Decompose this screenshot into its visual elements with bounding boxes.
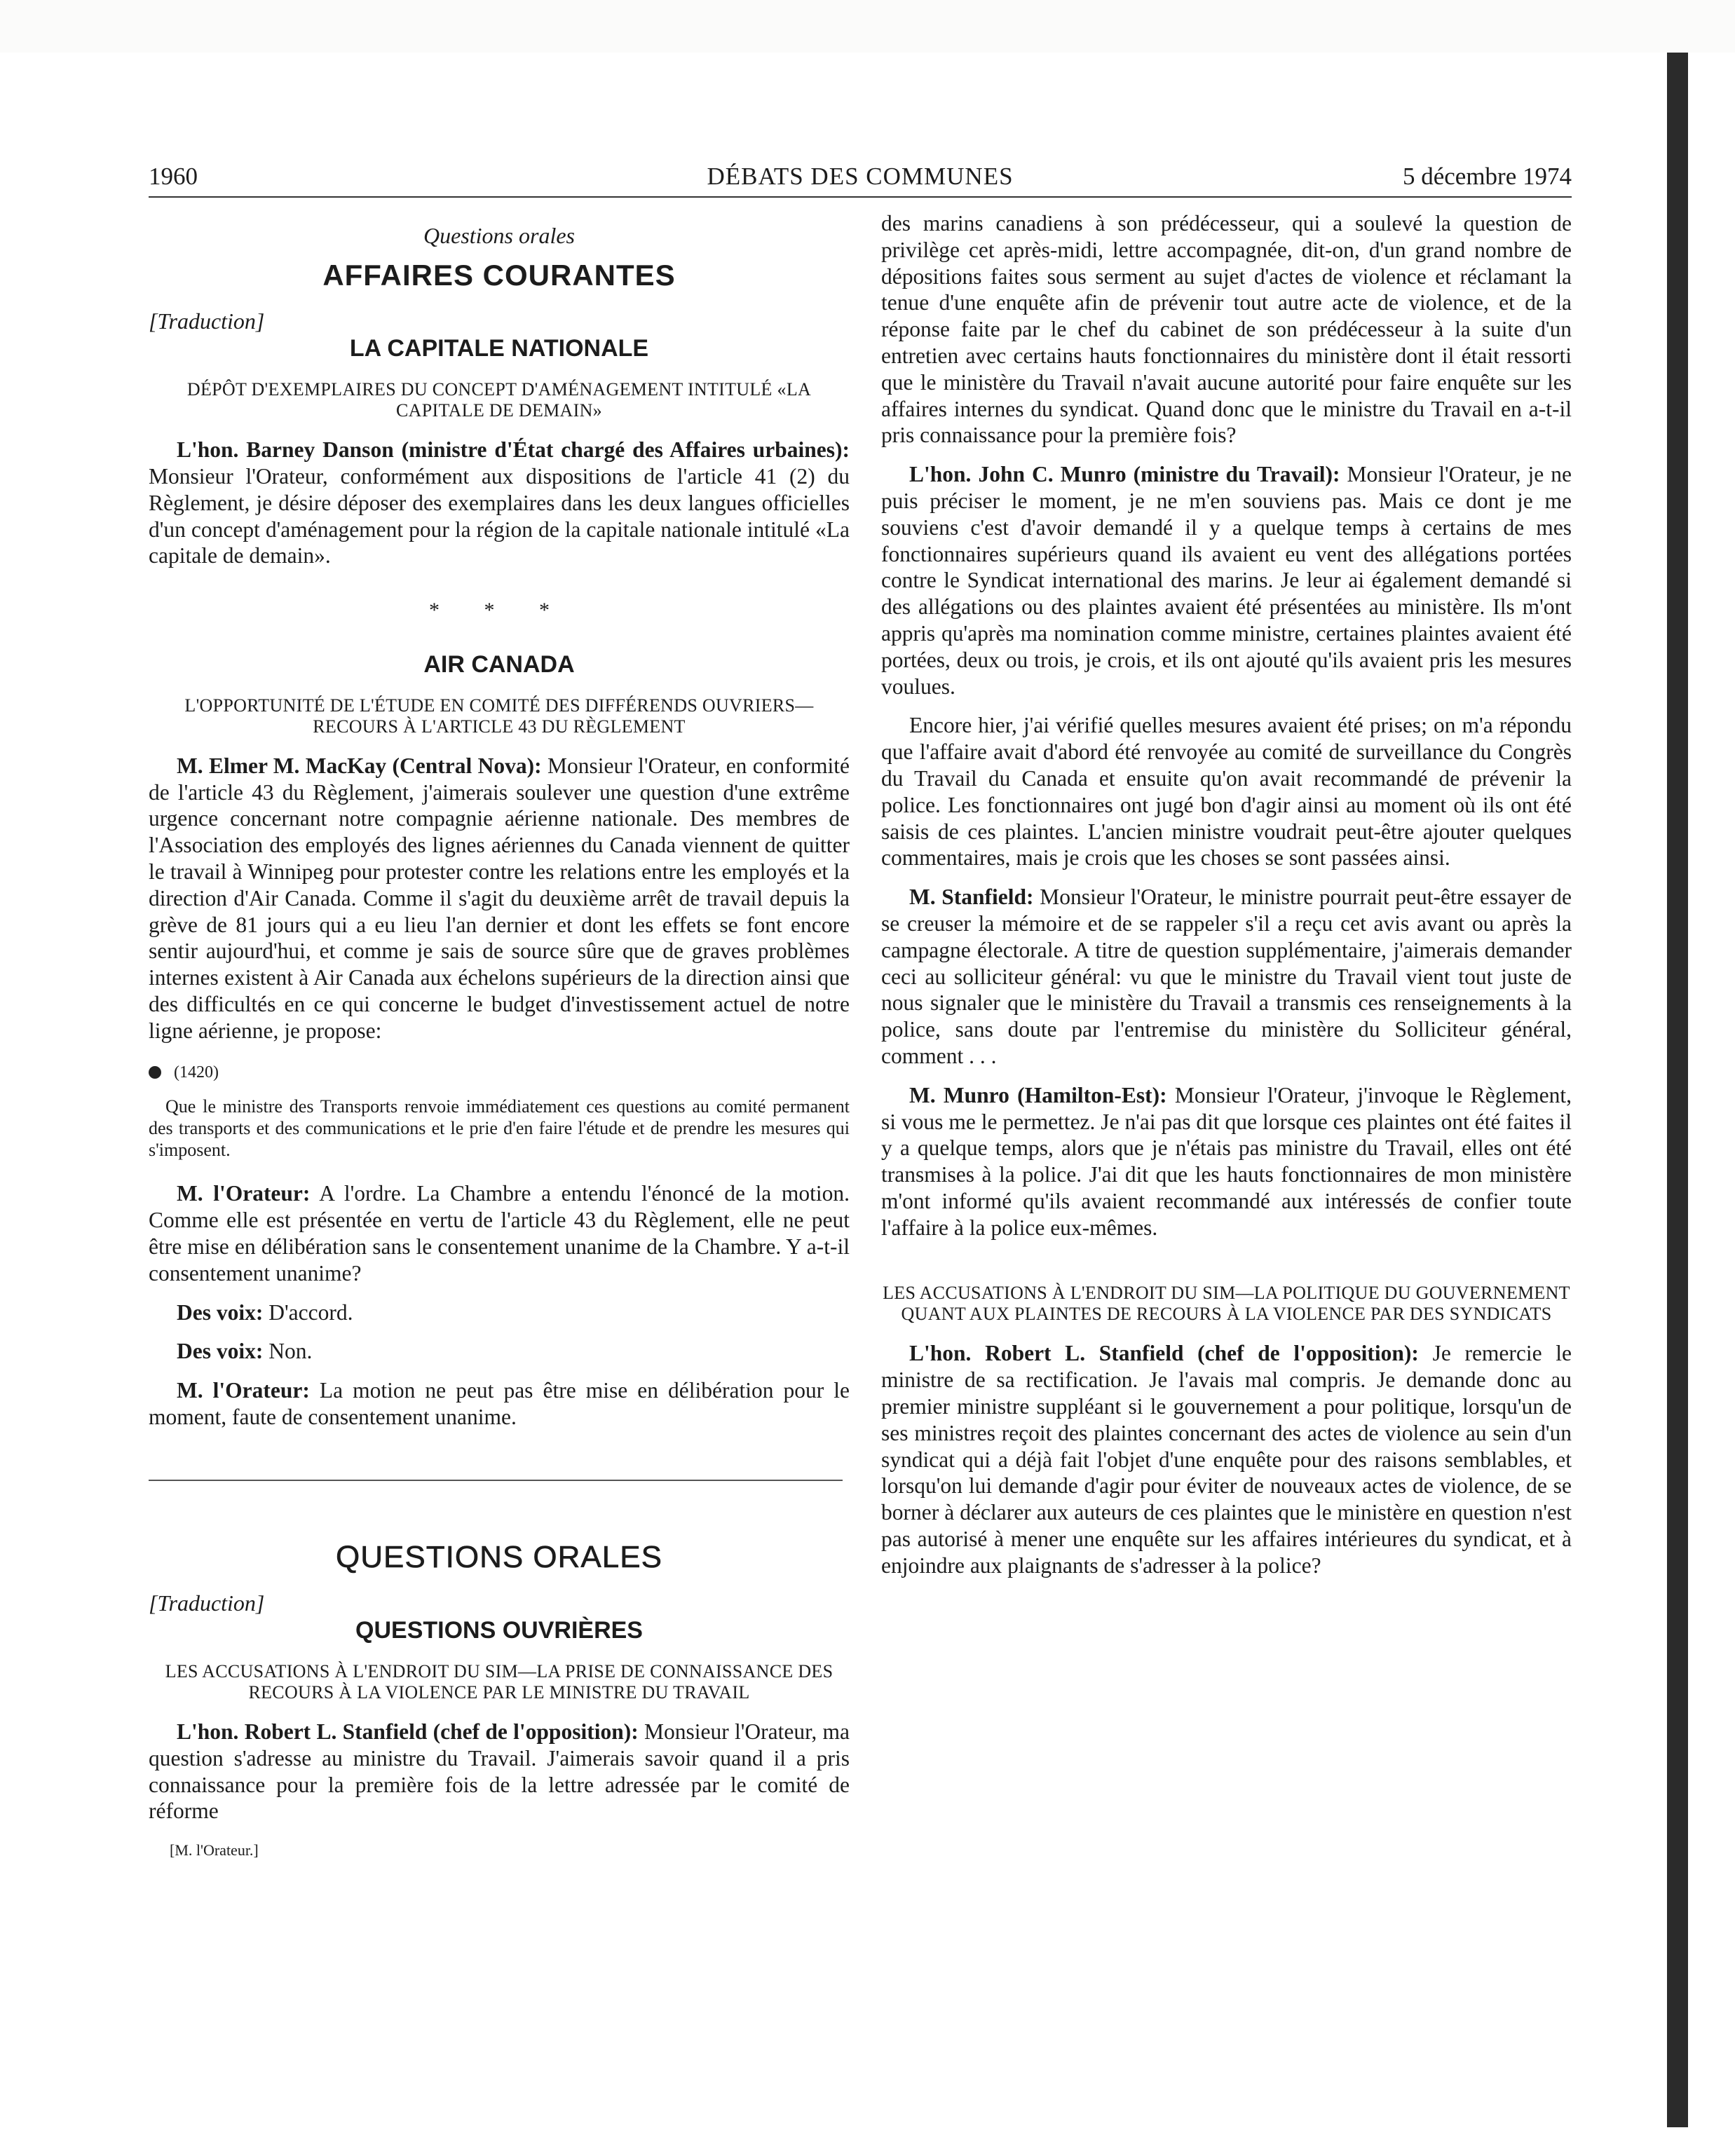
- speaker-name: L'hon. John C. Munro (ministre du Travail):: [909, 462, 1340, 487]
- section-separator: * * *: [429, 599, 569, 622]
- paragraph-munro-2: Encore hier, j'ai vérifié quelles mesures avaient été prises; on m'a répondu que l'affaire avait d'abord été renvoyée au comité de surveillance du Congrès du Travail du Canada et ensuite qu'on avait recommandé de prévenir la police. Les fonctionnaires ont jugé bon d'agir ainsi au moment où ils ont été saisis de ces plaintes. L'ancien ministre voudrait peut-être ajouter quelques commentaires, mais je crois que les choses se sont passées ainsi.: [881, 713, 1572, 871]
- paragraph-voix-accord: [149, 1299, 850, 1326]
- speech-text: Monsieur l'Orateur, le ministre pourrait peut-être essayer de se creuser la mémoire et de se rappeler s'il a reçu cet avis avant ou après la campagne électorale. A titre de question supplémentaire, j'aimerais demander ceci au solliciteur général: vu que le ministre du Travail vient tout juste de nous signaler que le ministère du Travail a transmis ces renseignements à la police, sans doute par l'entremise du ministère du Solliciteur général, comment . . .: [881, 885, 1572, 1068]
- speech-text: A l'ordre. La Chambre a entendu l'énoncé de la motion. Comme elle est présentée en vertu de l'article 43 du Règlement, elle ne peut être mise en délibération sans le consentement unanime de la Chambre. Y a-t-il consentement unanime?: [149, 1181, 850, 1285]
- paragraph-stanfield-3: [881, 1340, 1572, 1578]
- speech-text: Non.: [263, 1339, 313, 1364]
- speaker-name: Des voix:: [177, 1339, 264, 1364]
- paragraph-munro: [881, 461, 1572, 700]
- paragraph-stanfield: [149, 1719, 850, 1824]
- speaker-name: L'hon. Robert L. Stanfield (chef de l'opposition):: [909, 1341, 1419, 1366]
- paragraph-stanfield-2: [881, 884, 1572, 1070]
- speaker-name: L'hon. Barney Danson (ministre d'État chargé des Affaires urbaines):: [177, 437, 850, 463]
- speaker-name: Des voix:: [177, 1299, 264, 1325]
- paragraph-danson: [149, 437, 850, 569]
- speech-text: D'accord.: [263, 1299, 353, 1325]
- translation-tag: [Traduction]: [149, 308, 265, 334]
- paragraph-continued: des marins canadiens à son prédécesseur, qui a soulevé la question de privilège cet après-midi, lettre accompagnée, dit-on, d'un grand nombre de dépositions faites sous serment au sujet d'actes de violence et réclamant la tenue d'une enquête afin de prévenir tout autre acte de violence, et de la réponse faite par le chef du cabinet de son prédécesseur à la suite d'un entretien avec certains hauts fonctionnaires du ministère dont il était ressorti que le ministère du Travail n'avait aucune autorité pour faire enquête sur les affaires internes du syndicat. Quand donc que le ministre du Travail en a-t-il pris connaissance pour la première fois?: [881, 211, 1572, 448]
- speech-text: Monsieur l'Orateur, je ne puis préciser le moment, je ne m'en souviens pas. Mais ce dont je me souviens c'est d'avoir demandé il y a quelque temps à certains de mes fonctionnaires supérieurs quand ils avaient eu vent des allégations portées contre le Syndicat international des marins. Je leur ai également demandé si des allégations ou des plaintes avaient été présentées au ministère. Ils m'ont appris qu'après ma nomination comme ministre, certaines plaintes avaient été portées, deux ou trois, je crois, et ils ont ajouté qu'ils avaient pris les mesures voulues.: [881, 462, 1572, 699]
- translation-tag: [Traduction]: [149, 1590, 265, 1616]
- speech-text: Monsieur l'Orateur, j'invoque le Règlement, si vous me le permettez. Je n'ai pas dit que lorsque ces plaintes ont été faites il y a quelque temps, alors que je n'étais pas ministre du Travail, elles ont été transmises à la police. J'ai dit que les hauts fonctionnaires de mon ministère m'ont informé qu'ils avaient recommandé aux intéressés de confier toute l'affaire à la police eux-mêmes.: [881, 1082, 1572, 1240]
- speech-text: La motion ne peut pas être mise en délibération pour le moment, faute de consentement unanime.: [149, 1378, 850, 1429]
- bullet-icon: [149, 1066, 161, 1079]
- running-head: Questions orales: [423, 223, 575, 248]
- subsection-heading-accusations: LES ACCUSATIONS À L'ENDROIT DU SIM—LA PRISE DE CONNAISSANCE DES RECOURS À LA VIOLENCE PAR LE MINISTRE DU TRAVAIL: [165, 1661, 834, 1703]
- speech-text: Monsieur l'Orateur, en conformité de l'article 43 du Règlement, j'aimerais soulever une question d'une extrême urgence concernant notre compagnie aérienne nationale. Des membres de l'Association des employés des lignes aériennes du Canada viennent de quitter le travail à Winnipeg pour protester contre les relations entre les employés et la direction d'Air Canada. Comme il s'agit du deuxième arrêt de travail depuis la grève de 81 jours qui a eu lieu l'an dernier et dont les effets se font encore sentir aujourd'hui, et comme je sais de source sûre que de graves problèmes internes existent à Air Canada aux échelons supérieurs de la direction ainsi que des difficultés en ce qui concerne le budget d'investissement actuel de notre ligne aérienne, je propose:: [149, 753, 850, 1043]
- speaker-name: M. Munro (Hamilton-Est):: [909, 1082, 1167, 1107]
- section-title-affaires-courantes: AFFAIRES COURANTES: [322, 258, 676, 292]
- speaker-name: M. l'Orateur:: [177, 1378, 310, 1403]
- left-column: [149, 210, 850, 1864]
- publication-title: DÉBATS DES COMMUNES: [707, 163, 1014, 190]
- scan-edge-bar: [1667, 53, 1688, 2127]
- page-number: 1960: [149, 163, 198, 190]
- section-divider: [149, 1480, 843, 1481]
- subsection-heading-depot: DÉPÔT D'EXEMPLAIRES DU CONCEPT D'AMÉNAGEMENT INTITULÉ «LA CAPITALE DE DEMAIN»: [186, 379, 812, 421]
- time-mark: [149, 1060, 850, 1086]
- paragraph-orateur-2: [149, 1377, 850, 1431]
- speaker-name: M. l'Orateur:: [177, 1181, 311, 1206]
- footnote: [M. l'Orateur.]: [170, 1841, 259, 1860]
- subsection-heading-opportunite: L'OPPORTUNITÉ DE L'ÉTUDE EN COMITÉ DES DIFFÉRENDS OUVRIERS—RECOURS À L'ARTICLE 43 DU RÈGLEMENT: [184, 695, 814, 737]
- paragraph-orateur: [149, 1180, 850, 1286]
- page-date: 5 décembre 1974: [1402, 163, 1572, 190]
- speech-text: Monsieur l'Orateur, conformément aux dispositions de l'article 41 (2) du Règlement, je désire déposer des exemplaires dans les deux langues officielles d'un concept d'aménagement pour la région de la capitale nationale intitulé «La capitale de demain».: [149, 463, 850, 568]
- page-header: [149, 163, 1572, 198]
- right-column: [881, 210, 1572, 1592]
- time-mark-text: (1420): [174, 1063, 219, 1082]
- subsection-heading-politique: LES ACCUSATIONS À L'ENDROIT DU SIM—LA POLITIQUE DU GOUVERNEMENT QUANT AUX PLAINTES DE RECOURS À LA VIOLENCE PAR DES SYNDICATS: [883, 1283, 1570, 1325]
- subsection-title-capitale: LA CAPITALE NATIONALE: [349, 335, 649, 362]
- speech-text: Monsieur l'Orateur, ma question s'adresse au ministre du Travail. J'aimerais savoir quand il a pris connaissance pour la première fois de la lettre adressée par le comité de réforme: [149, 1719, 850, 1824]
- motion-text: Que le ministre des Transports renvoie immédiatement ces questions au comité permanent des transports et des communications et le prie d'en faire l'étude et de prendre les mesures qui s'imposent.: [149, 1096, 850, 1161]
- speech-text: Je remercie le ministre de sa rectification. Je l'avais mal compris. Je demande donc au premier ministre suppléant si le gouvernement a pour politique, lorsqu'un de ses ministres reçoit des plaintes concernant des actes de violence au sein d'un syndicat qui a déjà fait l'objet d'une enquête pour des raisons semblables, et lorsqu'on lui demande d'agir pour éviter de nouveaux actes de violence, de se borner à déclarer aux auteurs de ces plaintes que le ministère en question n'est pas autorisé à mener une enquête sur les affaires intérieures du syndicat, et à enjoindre aux plaignants de s'adresser à la police?: [881, 1341, 1572, 1578]
- section-title-questions-orales: QUESTIONS ORALES: [336, 1539, 662, 1574]
- subsection-title-air-canada: AIR CANADA: [423, 650, 575, 678]
- subsection-title-questions-ouvrieres: QUESTIONS OUVRIÈRES: [355, 1617, 643, 1644]
- paragraph-voix-non: [149, 1338, 850, 1365]
- speaker-name: M. Stanfield:: [909, 885, 1034, 910]
- scan-margin: [0, 0, 1735, 53]
- speaker-name: L'hon. Robert L. Stanfield (chef de l'opposition):: [177, 1719, 639, 1745]
- speaker-name: M. Elmer M. MacKay (Central Nova):: [177, 753, 542, 778]
- paragraph-munro-3: [881, 1082, 1572, 1241]
- paragraph-mackay: [149, 753, 850, 1044]
